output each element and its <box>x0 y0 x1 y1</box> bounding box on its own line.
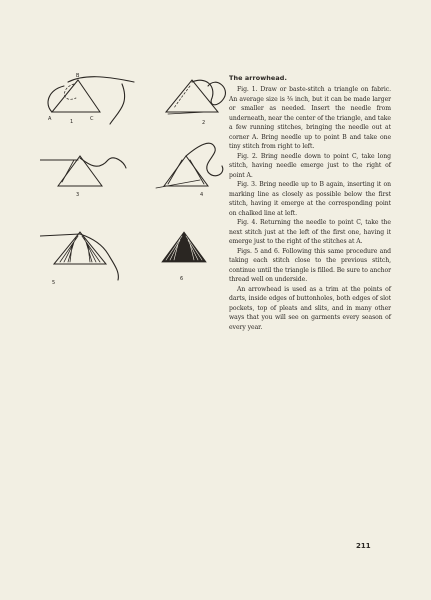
paragraph-usage: An arrowhead is used as a trim at the points of darts, inside edges of buttonholes, both edges of slot pockets, top of pleats and slits, and in many other ways that you will see on garments every season of every year. <box>229 285 391 331</box>
fig3-stitch <box>62 160 74 182</box>
figure-4 <box>156 143 223 198</box>
fig6-triangle-filled <box>162 232 206 262</box>
fig1-number: 1 <box>70 119 74 125</box>
fig3-thread <box>80 158 126 168</box>
fig3-number: 3 <box>76 192 80 198</box>
paragraph-fig-4: Fig. 4. Returning the needle to point C, take the next stitch just at the left of the first one, having it emerge just to the right of the stitches at A. <box>229 219 391 245</box>
fig5-number: 5 <box>52 280 56 286</box>
fig1-label-c: C <box>90 116 94 122</box>
paragraph-fig-2: Fig. 2. Bring needle down to point C, take long stitch, having needle emerge just to the right of point A. <box>229 152 391 179</box>
page-number: 211 <box>356 542 371 550</box>
paragraph-fig-1: Fig. 1. Draw or baste-stitch a triangle on fabric. An average size is ⅜ inch, but it can be made larger or smaller as needed. Insert the needle from underneath, near the center of the triangle, and take a few running stitches, bringing the needle out at corner A. Bring needle up to point B and take one tiny stitch from right to left. <box>229 86 391 150</box>
figure-5 <box>40 232 118 286</box>
fig6-number: 6 <box>180 276 184 282</box>
fig4-triangle <box>164 156 208 186</box>
section-heading: The arrowhead. <box>229 74 287 82</box>
fig1-needle-thread <box>110 84 125 124</box>
figure-3 <box>40 156 126 198</box>
fig5-needle-line <box>40 234 80 236</box>
figure-1 <box>48 73 134 125</box>
fig4-needle <box>156 180 200 188</box>
fig2-dashed-stitch <box>174 86 190 108</box>
fig1-dashed-stitch <box>64 84 76 99</box>
fig2-number: 2 <box>202 120 206 126</box>
paragraph-fig-3: Fig. 3. Bring needle up to B again, inserting it on marking line as closely as possible below the first stitch, having it emerge at the corresponding point on chalked line at left. <box>229 181 391 217</box>
instruction-text <box>229 74 391 332</box>
fig4-number: 4 <box>200 192 204 198</box>
figure-2 <box>166 80 225 126</box>
fig4-thread <box>186 143 223 176</box>
paragraph-figs-5-6: Figs. 5 and 6. Following this same procedure and taking each stitch close to the previous stitch, continue until the triangle is filled. Be sure to anchor thread well on underside. <box>229 247 391 283</box>
fig1-label-a: A <box>48 116 52 122</box>
arrowhead-figures <box>40 68 240 318</box>
arrowhead-illustrations <box>40 68 240 318</box>
figure-6 <box>162 232 206 282</box>
fig1-thread-left <box>48 86 64 112</box>
fig1-label-b: B <box>76 73 80 79</box>
fig1-triangle <box>52 80 100 112</box>
